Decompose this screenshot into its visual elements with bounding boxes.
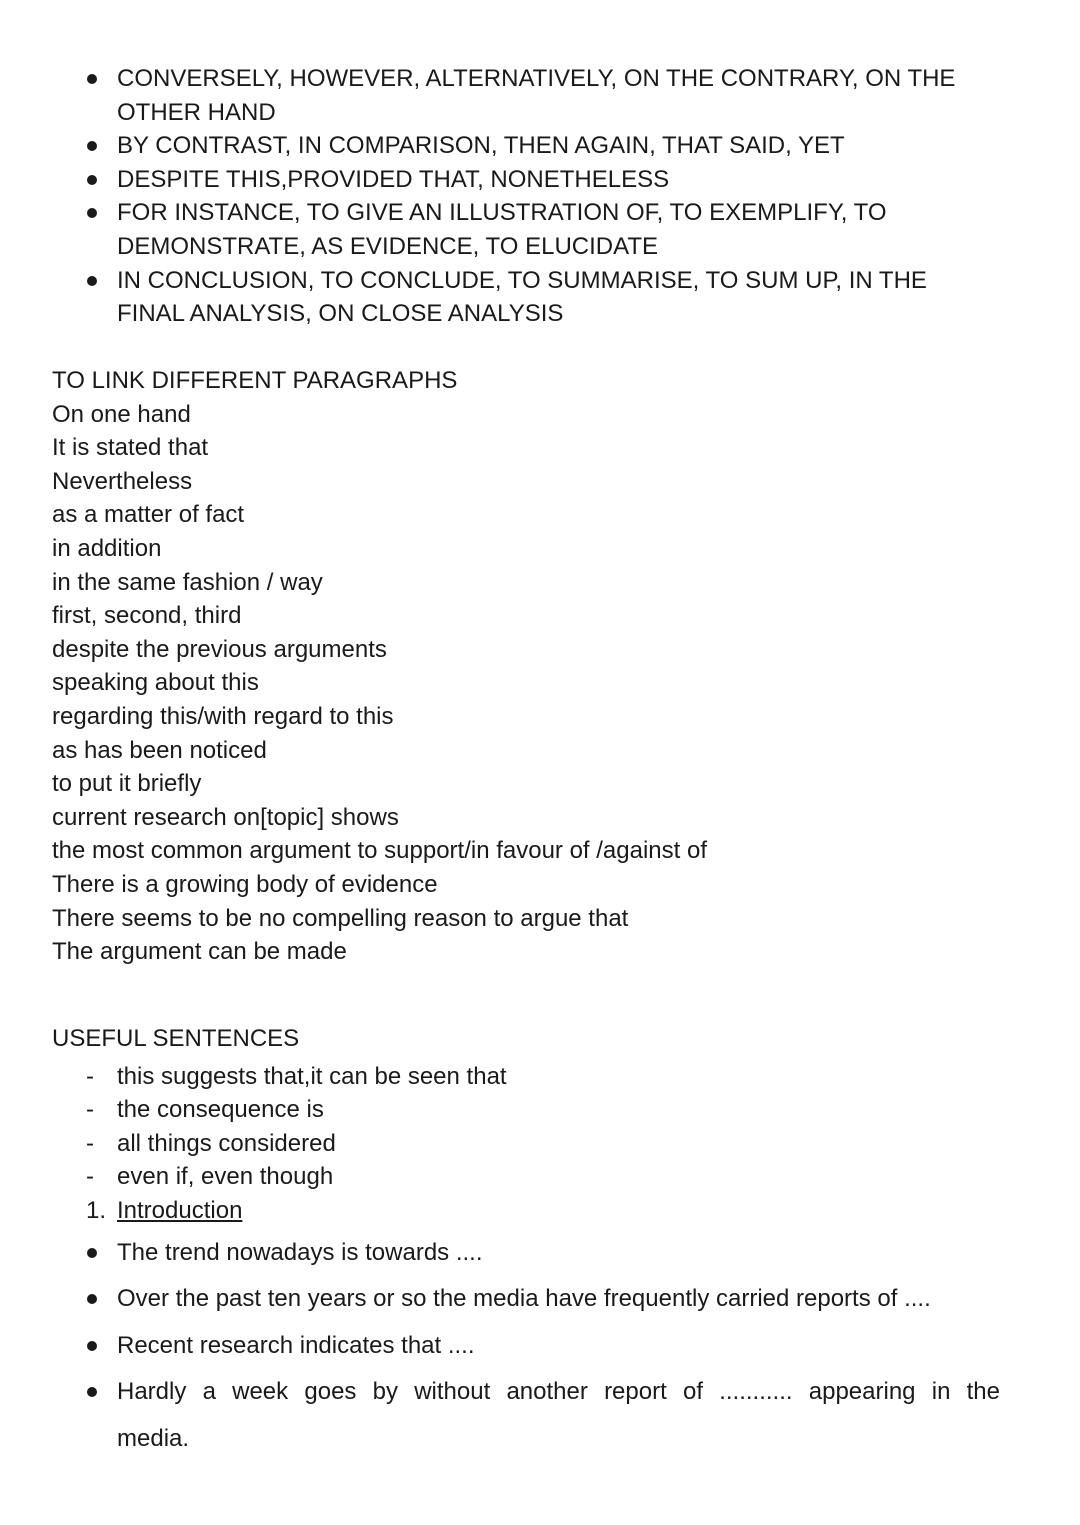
- list-item: DESPITE THIS,PROVIDED THAT, NONETHELESS: [0, 163, 1030, 197]
- section-heading: USEFUL SENTENCES: [52, 1025, 300, 1052]
- list-item: as a matter of fact: [52, 501, 245, 529]
- list-item: despite the previous arguments: [52, 635, 387, 663]
- introduction-title: Introduction: [117, 1196, 243, 1224]
- list-item: - even if, even though: [0, 1160, 1080, 1194]
- list-item: speaking about this: [52, 669, 259, 697]
- list-item: the most common argument to support/in favour of /against of: [52, 837, 708, 865]
- list-item: - this suggests that,it can be seen that: [0, 1060, 1080, 1094]
- list-item: On one hand: [52, 400, 191, 428]
- useful-sentences-section: [0, 1022, 1080, 1462]
- list-item: in addition: [52, 534, 162, 562]
- section-heading: TO LINK DIFFERENT PARAGRAPHS: [52, 367, 458, 394]
- list-item: Recent research indicates that ....: [0, 1323, 1080, 1370]
- list-item: - the consequence is: [0, 1093, 1080, 1127]
- list-item: to put it briefly: [52, 770, 202, 798]
- list-item: It is stated that: [52, 434, 209, 462]
- list-item: CONVERSELY, HOWEVER, ALTERNATIVELY, ON THE CONTRARY, ON THE OTHER HAND: [0, 62, 1030, 129]
- linking-section: [52, 364, 1012, 969]
- list-item: - all things considered: [0, 1127, 1080, 1161]
- list-item: Over the past ten years or so the media have frequently carried reports of ....: [0, 1276, 1080, 1323]
- list-item: BY CONTRAST, IN COMPARISON, THEN AGAIN, THAT SAID, YET: [0, 129, 1030, 163]
- list-item: in the same fashion / way: [52, 568, 323, 596]
- connector-list: [0, 62, 1030, 331]
- list-item: regarding this/with regard to this: [52, 702, 394, 730]
- list-item: as has been noticed: [52, 736, 267, 764]
- list-item: Hardly a week goes by without another report of ........... appearing in the media.: [0, 1369, 1000, 1462]
- list-item: FOR INSTANCE, TO GIVE AN ILLUSTRATION OF, TO EXEMPLIFY, TO DEMONSTRATE, AS EVIDENCE, TO ELUCIDATE: [0, 196, 1030, 263]
- list-item: IN CONCLUSION, TO CONCLUDE, TO SUMMARISE, TO SUM UP, IN THE FINAL ANALYSIS, ON CLOSE ANALYSIS: [0, 264, 1030, 331]
- numbered-heading: [0, 1194, 1080, 1228]
- list-item: first, second, third: [52, 602, 242, 630]
- list-item: The argument can be made: [52, 938, 347, 966]
- list-item: Nevertheless: [52, 467, 193, 495]
- list-item: There seems to be no compelling reason to argue that: [52, 904, 629, 932]
- list-item: current research on[topic] shows: [52, 803, 399, 831]
- section-number: 1.: [86, 1196, 107, 1224]
- list-item: There is a growing body of evidence: [52, 870, 438, 898]
- list-item: The trend nowadays is towards ....: [0, 1230, 1080, 1277]
